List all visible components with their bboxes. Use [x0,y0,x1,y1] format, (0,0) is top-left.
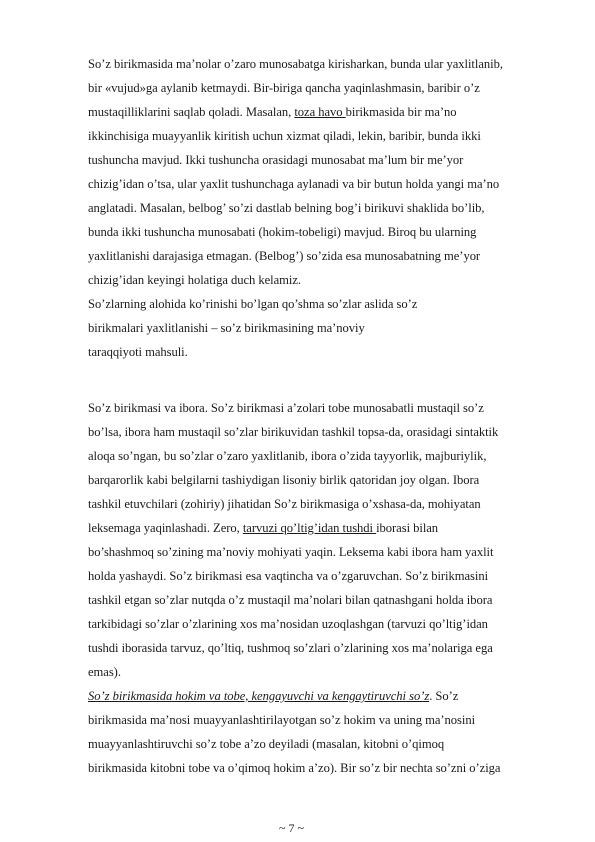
line-15: aloqa so’ngan, bu so’zlar o’zaro yaxlitlanib, ibora o’zida tayyorlik, majburiylik, [88,449,487,463]
line-7: bunda ikki tushuncha munosabati (hokim-tobeligi) mavjud. Biroq bu ularning [88,225,477,239]
line-5: chizig’idan o’tsa, ular yaxlit tushunchaga aylanadi va bir butun holda yangi ma’no [88,177,500,191]
line-11: birikmalari yaxlitlanishi – so’z birikmasining ma’noviy [88,321,365,335]
line-9: chizig’idan keyingi holatiga duch kelamiz. [88,273,301,287]
page-number: ~ 7 ~ [279,821,304,835]
line-3: ikkinchisiga muayyanlik kiritish uchun xizmat qiladi, lekin, baribir, bunda ikki [88,129,481,143]
line-21: tashkil etgan so’zlar nutqda o’z mustaqil ma’nolari bilan qatnashgani holda ibora [88,593,493,607]
toza-havo-link[interactable]: toza havo [294,105,346,119]
line-14: bo’lsa, ibora ham mustaqil so’zlar birikuvidan tashkil topsa-da, orasidagi sintaktik [88,425,499,439]
line-25: So’z birikmasida hokim va tobe, kengayuvchi va kengaytiruvchi so’z. So’z [88,689,459,703]
line-6: anglatadi. Masalan, belbog’ so’zi dastlab belning bog’i birikuvi shaklida bo’lib, [88,201,485,215]
line-13: So’z birikmasi va ibora. So’z birikmasi a’zolari tobe munosabatli mustaqil so’z [88,401,484,415]
section-heading-link[interactable]: So’z birikmasida hokim va tobe, kengayuvchi va kengaytiruvchi so’z [88,689,430,703]
line-17: tashkil etuvchilari (zohiriy) jihatidan So’z birikmasiga o’xshasa-da, mohiyatan [88,497,481,511]
line-0: So’z birikmasida ma’nolar o’zaro munosabatga kirisharkan, bunda ular yaxlitlanib, [88,57,503,71]
line-8: yaxlitlanishi darajasiga etmagan. (Belbog’) so’zida esa munosabatning me’yor [88,249,481,263]
line-12: taraqqiyoti mahsuli. [88,345,188,359]
line-1: bir «vujud»ga aylanib ketmaydi. Bir-biriga qancha yaqinlashmasin, baribir o’z [88,81,480,95]
line-28: birikmasida kitobni tobe va o’qimoq hokim a’zo). Bir so’z bir nechta so’zni o’ziga [88,761,501,775]
line-23: tushdi iborasida tarvuz, qo’ltiq, tushmoq so’zlari o’zlarining xos ma’nolariga ega [88,641,493,655]
line-18: leksemaga yaqinlashadi. Zero, tarvuzi qo’ltig’idan tushdi iborasi bilan [88,521,439,535]
line-27: muayyanlashtiruvchi so’z tobe a’zo deyiladi (masalan, kitobni o’qimoq [88,737,445,751]
line-10: So’zlarning alohida ko’rinishi bo’lgan qo’shma so’zlar aslida so’z [88,297,418,311]
line-16: barqarorlik kabi belgilarni tashiydigan lisoniy birlik qatoridan joy olgan. Ibora [88,473,480,487]
line-20: holda yashaydi. So’z birikmasi esa vaqtincha va o’zgaruvchan. So’z birikmasini [88,569,489,583]
line-4: tushuncha mavjud. Ikki tushuncha orasidagi munosabat ma’lum bir me’yor [88,153,464,167]
line-2: mustaqilliklarini saqlab qoladi. Masalan, toza havo birikmasida bir ma’no [88,105,457,119]
line-26: birikmasida ma’nosi muayyanlashtirilayotgan so’z hokim va uning ma’nosini [88,713,476,727]
tarvuzi-link[interactable]: tarvuzi qo’ltig’idan tushdi [242,521,377,535]
line-22: tarkibidagi so’zlar o’zlarining xos ma’nosidan uzoqlashgan (tarvuzi qo’ltig’idan [88,617,488,631]
line-19: bo’shashmoq so’zining ma’noviy mohiyati yaqin. Leksema kabi ibora ham yaxlit [88,545,494,559]
line-24: emas). [88,665,121,679]
